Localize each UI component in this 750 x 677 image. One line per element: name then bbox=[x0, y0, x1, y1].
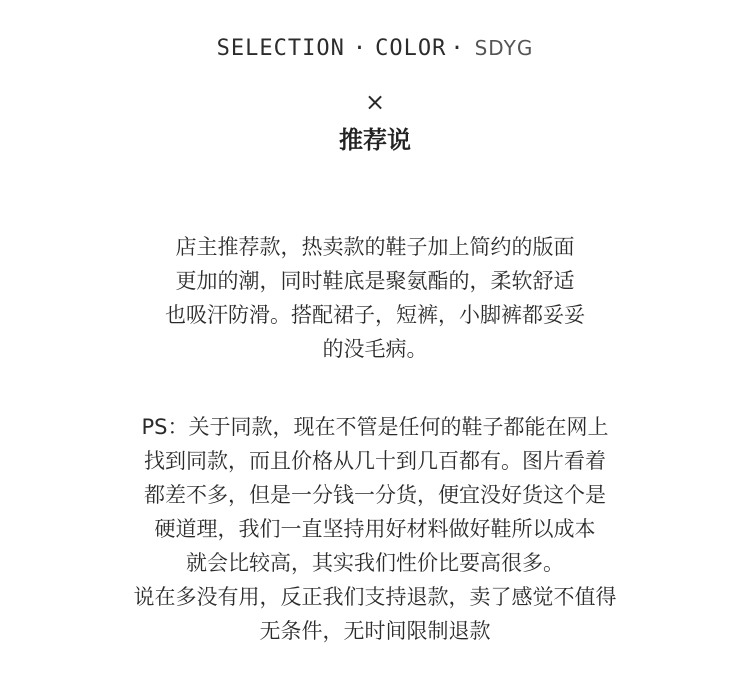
paragraph-line: 找到同款，而且价格从几十到几百都有。图片看着 bbox=[144, 449, 606, 473]
ps-paragraph bbox=[0, 410, 750, 648]
recommendation-paragraph bbox=[0, 230, 750, 366]
cross-icon: × bbox=[364, 88, 386, 116]
paragraph-line: 都差不多，但是一分钱一分货，便宜没好货这个是 bbox=[144, 483, 606, 507]
section-heading: 推荐说 bbox=[339, 126, 411, 154]
brand-separator-dot: · bbox=[450, 36, 465, 61]
paragraph-line: 就会比较高，其实我们性价比要高很多。 bbox=[186, 551, 564, 575]
paragraph-line: 硬道理，我们一直坚持用好材料做好鞋所以成本 bbox=[154, 517, 596, 541]
brand-separator-dot: · bbox=[352, 36, 368, 61]
paragraph-line: 的没毛病。 bbox=[322, 337, 428, 361]
paragraph-line: 店主推荐款，热卖款的鞋子加上简约的版面 bbox=[175, 235, 575, 259]
brand-sdyg: SDYG bbox=[474, 36, 534, 60]
paragraph-line: PS：关于同款，现在不管是任何的鞋子都能在网上 bbox=[141, 415, 609, 439]
paragraph-line: 也吸汗防滑。搭配裙子，短裤，小脚裤都妥妥 bbox=[165, 303, 585, 327]
paragraph-line: 更加的潮，同时鞋底是聚氨酯的，柔软舒适 bbox=[175, 269, 575, 293]
brand-selection: SELECTION bbox=[216, 36, 345, 61]
brand-color: COLOR bbox=[375, 36, 447, 61]
paragraph-line: 说在多没有用，反正我们支持退款，卖了感觉不值得 bbox=[133, 585, 617, 609]
paragraph-line: 无条件，无时间限制退款 bbox=[259, 619, 491, 643]
brand-header bbox=[0, 36, 750, 61]
